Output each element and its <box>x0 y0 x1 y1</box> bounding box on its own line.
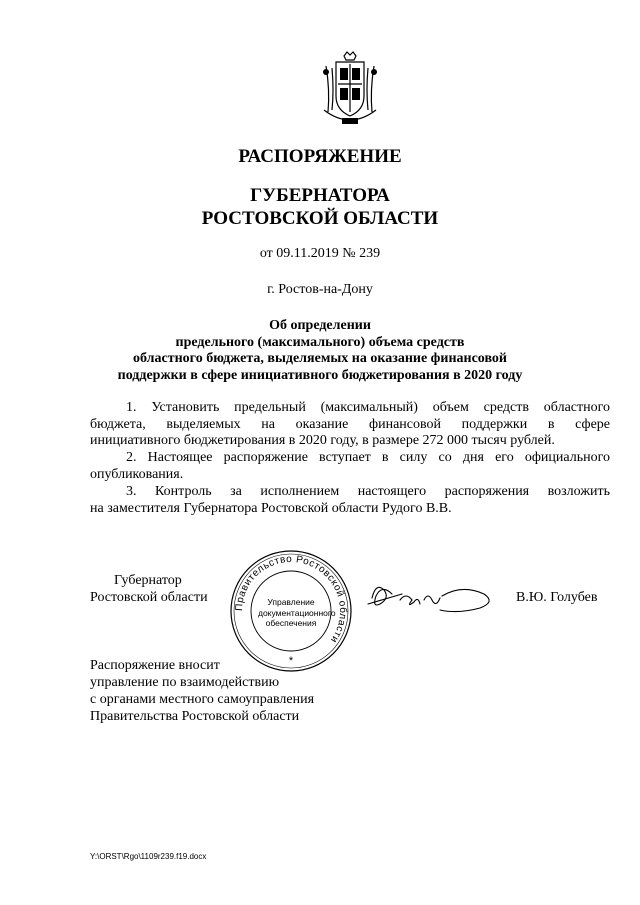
stamp-inner-line: обеспечения <box>265 618 317 628</box>
stamp-ring-text: Правительство Ростовской области <box>233 553 349 646</box>
paragraph-text: инициативного бюджетирования в 2020 году, в размере 272 000 тысяч рублей. <box>90 433 555 448</box>
coat-of-arms-icon <box>318 50 382 130</box>
subject-line: областного бюджета, выделяемых на оказание финансовой <box>133 351 507 366</box>
paragraph-text: на заместителя Губернатора Ростовской области Рудого В.В. <box>90 500 452 516</box>
document-subject <box>0 318 640 384</box>
subject-line: Об определении <box>269 318 371 333</box>
date-number: от 09.11.2019 № 239 <box>259 246 381 261</box>
file-path-footer: Y:\ORST\Rgo\1109r239.f19.docx <box>90 852 207 861</box>
issuer-title-line2: РОСТОВСКОЙ ОБЛАСТИ <box>201 208 439 229</box>
paragraph-text: 1. Установить предельный (максимальный) объем средств областного <box>126 400 610 415</box>
submitted-by-line1: Распоряжение вносит <box>90 658 220 673</box>
paragraph-text: бюджета, выделяемых на оказание финансовой поддержки в сфере <box>90 416 610 432</box>
paragraph-2 <box>90 450 610 483</box>
paragraph-text: опубликования. <box>90 466 184 482</box>
stamp-inner-line: документационного <box>258 607 336 618</box>
city: г. Ростов-на-Дону <box>267 282 373 297</box>
submitted-by-line3: с органами местного самоуправления <box>90 692 315 707</box>
subject-line: поддержки в сфере инициативного бюджетирования в 2020 году <box>117 367 523 383</box>
issuer-title-line1: ГУБЕРНАТОРА <box>250 185 390 206</box>
stamp-inner-line: Управление <box>267 597 315 607</box>
paragraph-text: 2. Настоящее распоряжение вступает в силу со дня его официального <box>126 450 610 465</box>
document-type-title: РАСПОРЯЖЕНИЕ <box>238 146 402 167</box>
stamp-inner-text <box>258 597 336 629</box>
handwritten-signature <box>362 574 496 620</box>
paragraph-1 <box>90 400 610 450</box>
signatory-name: В.Ю. Голубев <box>516 590 598 605</box>
signatory-position-line2: Ростовской области <box>90 590 208 605</box>
subject-line: предельного (максимального) объема средств <box>175 334 465 350</box>
paragraph-3 <box>90 484 610 517</box>
submitted-by-line4: Правительства Ростовской области <box>90 709 300 724</box>
stamp-mark: * <box>288 655 294 667</box>
paragraph-text: 3. Контроль за исполнением настоящего распоряжения возложить <box>126 484 610 499</box>
submitted-by-line2: управление по взаимодействию <box>90 675 280 690</box>
signatory-position-line1: Губернатор <box>114 573 182 588</box>
